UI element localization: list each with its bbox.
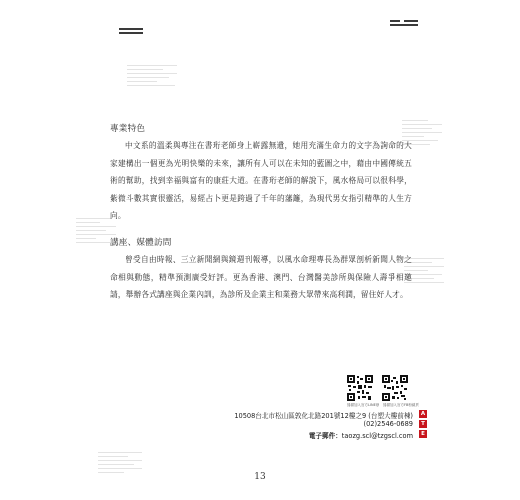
- contact-email-row: [309, 430, 413, 440]
- email-icon: E: [419, 430, 427, 438]
- section-paragraph-features: 中文系的溫柔與專注在書珩老師身上嶄露無遺，她用充滿生命力的文字為詢命的大家建構出一個更為光明快樂的未來，讓所有人可以在未知的藍圖之中，藉由中國傳統五術的幫助，找到幸福與富有的康莊大道。在書珩老師的解說下，風水格局可以很科學，紫微斗數其實很靈活，易經占卜更是跨過了千年的藩籬，為現代男女指引精準的人生方向。: [110, 141, 412, 220]
- section-paragraph-media: 曾受自由時報、三立新聞網與鏡週刊報導，以風水命理專長為群眾剖析新聞人物之命相與動態，精準預測廣受好評。更為香港、澳門、台灣醫美診所與保險人壽爭相邀請，舉辦各式講座與企業內訓，為診所及企業主和業務大眾帶來高利潤，留住好人才。: [110, 255, 412, 299]
- contact-email[interactable]: taozg.scl@tzgscl.com: [341, 432, 413, 440]
- section-title-features: 專業特色: [110, 124, 146, 134]
- contact-address: 10508台北市松山區敦化北路201號12樓之9 (台塑大樓前棟): [234, 412, 413, 420]
- contact-phone: (02)2546-0689: [363, 420, 413, 428]
- page-number: 13: [254, 472, 266, 482]
- qr-caption-facebook: 掃描加入官方FB粉絲頁: [383, 403, 419, 407]
- qr-code-line: [347, 375, 373, 401]
- section-title-media: 講座、媒體訪問: [110, 238, 172, 248]
- contact-email-label: 電子郵件：: [308, 432, 342, 440]
- phone-icon: T: [419, 420, 427, 428]
- qr-code-facebook: [382, 375, 408, 401]
- qr-caption-line: 掃描加入官方LINE@: [347, 403, 380, 407]
- header-decoration-right: [390, 20, 418, 30]
- header-decoration-left: [119, 28, 143, 36]
- address-icon: A: [420, 411, 426, 417]
- decoration-lines-left: [127, 65, 177, 95]
